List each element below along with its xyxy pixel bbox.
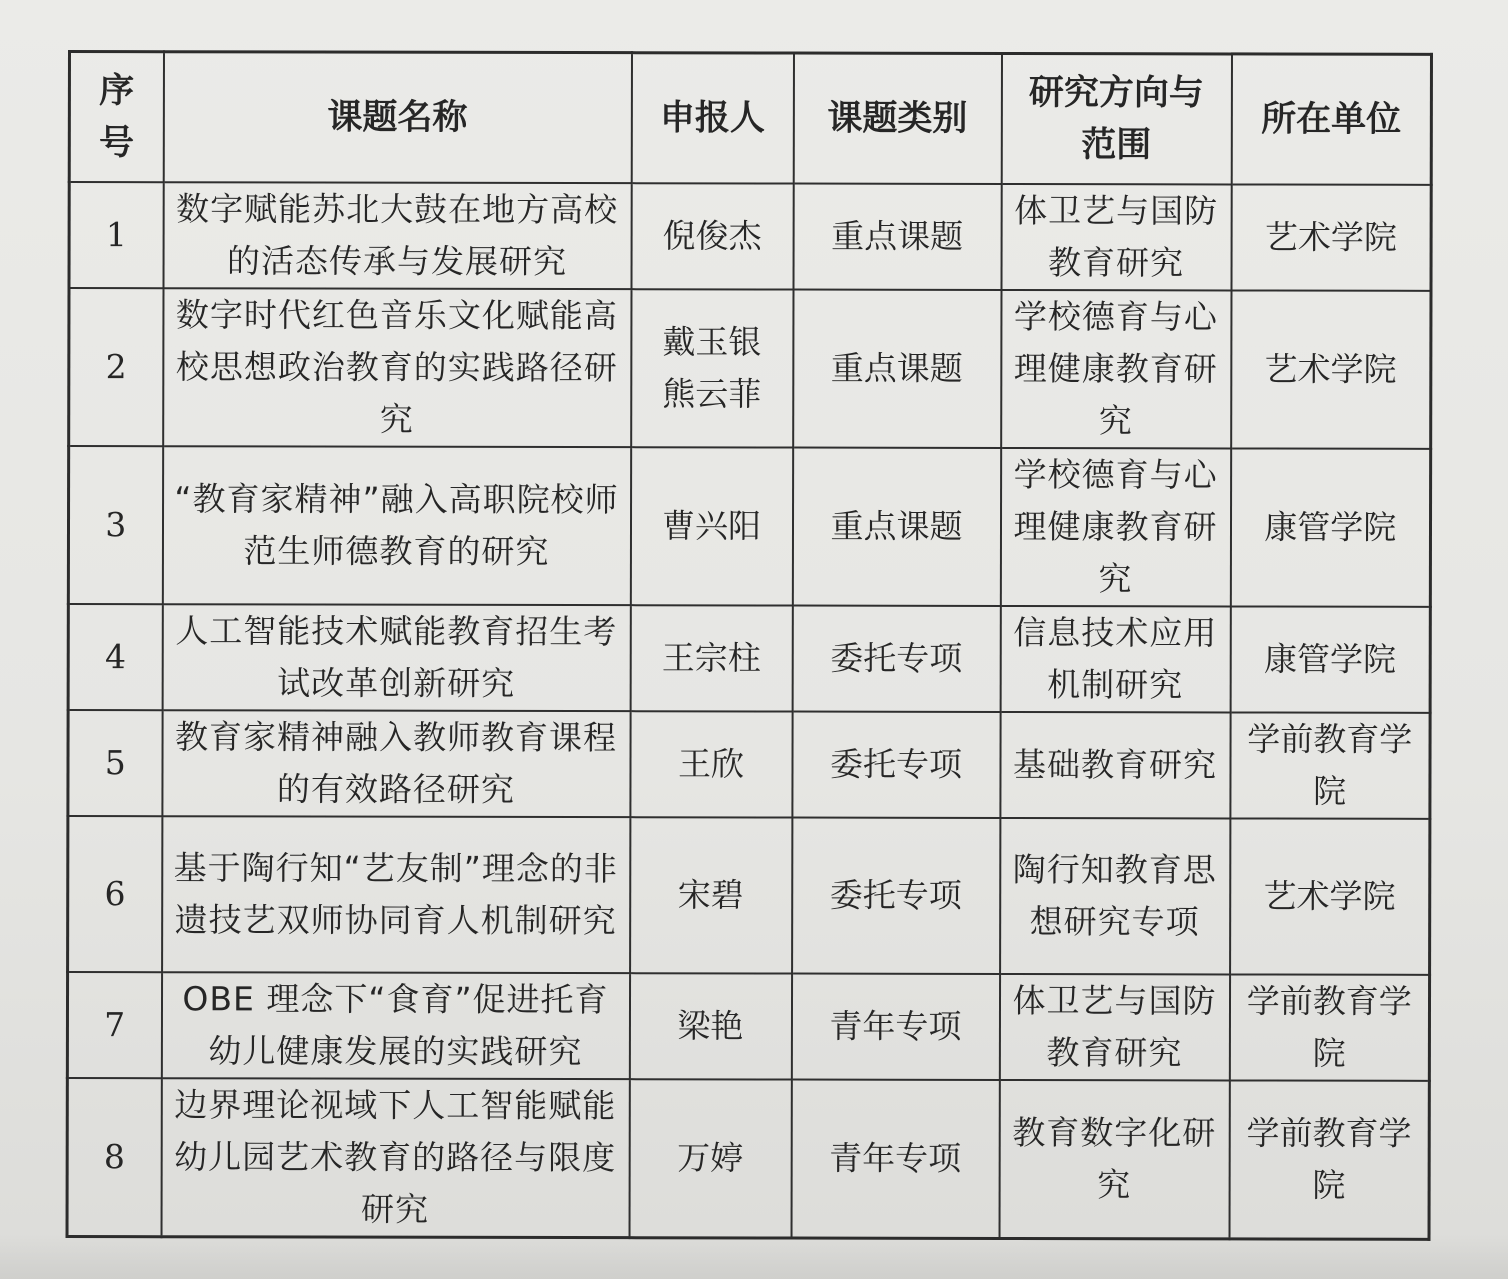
- cell-title: “教育家精神”融入高职院校师范生师德教育的研究: [162, 446, 630, 605]
- cell-unit: 艺术学院: [1231, 184, 1431, 290]
- cell-title: 边界理论视域下人工智能赋能幼儿园艺术教育的路径与限度研究: [161, 1078, 629, 1237]
- applicant-name: 戴玉银: [662, 322, 762, 362]
- cell-no: 6: [68, 816, 162, 972]
- cell-no: 1: [69, 182, 163, 288]
- cell-category: 委托专项: [792, 818, 1000, 974]
- cell-applicant: [630, 605, 792, 711]
- cell-applicant: [630, 817, 792, 973]
- page-bottom-edge: [0, 1235, 1508, 1279]
- table-row: [68, 604, 1430, 713]
- cell-applicant: [629, 1079, 791, 1238]
- cell-category: 重点课题: [793, 290, 1001, 448]
- cell-no: 4: [68, 604, 162, 710]
- header-direction: 研究方向与范围: [1001, 53, 1231, 184]
- applicant-name: 曹兴阳: [661, 506, 762, 546]
- header-category: 课题类别: [793, 53, 1001, 184]
- cell-direction: 学校德育与心理健康教育研究: [1001, 290, 1231, 448]
- cell-unit: 学前教育学院: [1229, 1080, 1429, 1239]
- cell-direction: 陶行知教育思想研究专项: [1000, 818, 1230, 974]
- cell-direction: 学校德育与心理健康教育研究: [1000, 448, 1230, 606]
- applicant-name: 王宗柱: [661, 638, 761, 678]
- cell-direction: 体卫艺与国防教育研究: [999, 974, 1229, 1080]
- applicant-name: 宋碧: [677, 875, 744, 915]
- cell-unit: 学前教育学院: [1229, 974, 1429, 1080]
- table-row: [68, 446, 1430, 607]
- table-row: [67, 1078, 1429, 1239]
- cell-category: 青年专项: [791, 974, 999, 1080]
- table-row: [69, 182, 1431, 291]
- cell-unit: 学前教育学院: [1230, 712, 1430, 818]
- cell-category: 委托专项: [792, 712, 1000, 818]
- table-body: [67, 182, 1431, 1239]
- cell-direction: 信息技术应用机制研究: [1000, 606, 1230, 712]
- cell-unit: 康管学院: [1230, 606, 1430, 712]
- cell-applicant: [631, 183, 793, 289]
- table-row: [68, 816, 1430, 975]
- cell-title: OBE 理念下“食育”促进托育幼儿健康发展的实践研究: [161, 972, 629, 1079]
- cell-direction: 体卫艺与国防教育研究: [1001, 184, 1231, 290]
- applicant-name: 梁艳: [677, 1006, 744, 1046]
- cell-unit: 艺术学院: [1231, 290, 1431, 448]
- header-row: [69, 52, 1431, 185]
- applicant-name: 王欣: [677, 744, 745, 784]
- applicant-name: 万婷: [677, 1138, 744, 1178]
- cell-no: 3: [68, 446, 162, 604]
- cell-title: 数字赋能苏北大鼓在地方高校的活态传承与发展研究: [163, 182, 631, 289]
- cell-direction: 教育数字化研究: [999, 1080, 1229, 1239]
- table-row: [69, 288, 1431, 449]
- cell-title: 基于陶行知“艺友制”理念的非遗技艺双师协同育人机制研究: [162, 816, 630, 973]
- table-row: [67, 972, 1429, 1081]
- cell-category: 重点课题: [793, 184, 1001, 290]
- project-table: [66, 50, 1433, 1241]
- cell-applicant: [630, 447, 792, 605]
- cell-applicant: [631, 289, 793, 447]
- cell-applicant: [629, 973, 791, 1079]
- cell-no: 5: [68, 710, 162, 816]
- header-no: 序号: [69, 52, 163, 183]
- cell-no: 7: [67, 972, 161, 1078]
- table-row: [68, 710, 1430, 819]
- cell-unit: 艺术学院: [1230, 818, 1430, 974]
- cell-category: 青年专项: [791, 1080, 999, 1239]
- cell-title: 数字时代红色音乐文化赋能高校思想政治教育的实践路径研究: [163, 288, 631, 447]
- cell-no: 8: [67, 1078, 161, 1237]
- cell-applicant: [630, 711, 792, 817]
- applicant-name: 熊云菲: [662, 374, 762, 414]
- cell-no: 2: [69, 288, 163, 446]
- applicant-name: 倪俊杰: [662, 216, 762, 256]
- header-title: 课题名称: [163, 52, 631, 183]
- header-unit: 所在单位: [1231, 54, 1431, 185]
- header-applicant: 申报人: [631, 53, 793, 184]
- cell-title: 教育家精神融入教师教育课程的有效路径研究: [162, 710, 630, 817]
- cell-unit: 康管学院: [1230, 448, 1430, 606]
- cell-direction: 基础教育研究: [1000, 712, 1230, 818]
- cell-category: 委托专项: [792, 606, 1000, 712]
- cell-title: 人工智能技术赋能教育招生考试改革创新研究: [162, 604, 630, 711]
- cell-category: 重点课题: [792, 448, 1000, 606]
